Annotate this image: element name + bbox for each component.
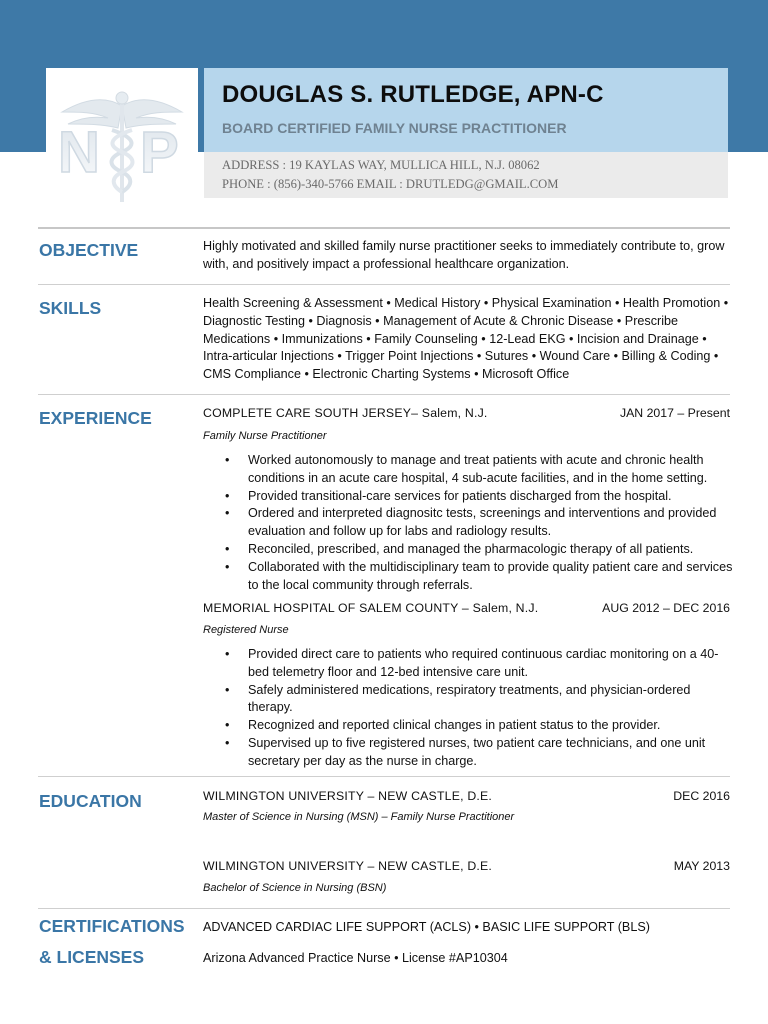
school-name: WILMINGTON UNIVERSITY – NEW CASTLE, D.E. — [203, 859, 493, 873]
divider — [38, 776, 730, 777]
job-title: Registered Nurse — [203, 624, 289, 636]
candidate-title: BOARD CERTIFIED FAMILY NURSE PRACTITIONER — [222, 120, 567, 136]
certifications-heading: CERTIFICATIONS — [39, 916, 185, 936]
phone-email-line: PHONE : (856)-340-5766 EMAIL : DRUTLEDG@GMAIL.COM — [222, 177, 559, 191]
school-name: WILMINGTON UNIVERSITY – NEW CASTLE, D.E. — [203, 789, 493, 803]
caduceus-icon — [46, 68, 198, 210]
divider — [38, 394, 730, 395]
list-item: • Collaborated with the multidisciplinary team to provide quality patient care and services to the local community through referrals. — [225, 559, 733, 595]
degree: Master of Science in Nursing (MSN) – Family Nurse Practitioner — [203, 811, 515, 823]
license-item: Arizona Advanced Practice Nurse • License #AP10304 — [203, 951, 508, 965]
list-item: • Reconciled, prescribed, and managed the pharmacologic therapy of all patients. — [225, 541, 733, 559]
list-item: • Ordered and interpreted diagnositc tests, screenings and interventions and provided evaluation and follow up for labs and radiology results. — [225, 505, 733, 541]
candidate-name: DOUGLAS S. RUTLEDGE, APN-C — [222, 81, 604, 108]
divider — [38, 227, 730, 229]
list-item: • Worked autonomously to manage and treat patients with acute and chronic health conditions in an acute care hospital, 4 sub-acute facilities, and in the home setting. — [225, 452, 733, 488]
objective-heading: OBJECTIVE — [39, 240, 139, 260]
degree: Bachelor of Science in Nursing (BSN) — [203, 882, 387, 894]
np-logo — [46, 68, 198, 210]
list-item: • Recognized and reported clinical changes in patient status to the provider. — [225, 717, 733, 735]
education-heading: EDUCATION — [39, 791, 142, 811]
contact-box — [204, 152, 728, 198]
employer-name: COMPLETE CARE SOUTH JERSEY– Salem, N.J. — [203, 406, 488, 420]
graduation-date: MAY 2013 — [673, 859, 730, 873]
experience-heading: EXPERIENCE — [39, 408, 152, 428]
logo-letter-p: P — [140, 120, 179, 185]
list-item: • Provided transitional-care services for patients discharged from the hospital. — [225, 488, 733, 506]
employment-dates: AUG 2012 – DEC 2016 — [602, 601, 730, 615]
list-item: • Supervised up to five registered nurses, two patient care technicians, and one unit secretary per day as the nurse in charge. — [225, 735, 733, 771]
employer-name: MEMORIAL HOSPITAL OF SALEM COUNTY – Salem, N.J. — [203, 601, 539, 615]
logo-letter-n: N — [58, 120, 100, 185]
divider — [38, 284, 730, 285]
licenses-heading: & LICENSES — [39, 947, 145, 967]
list-item: • Provided direct care to patients who required continuous cardiac monitoring on a 40-bed telemetry floor and 12-bed intensive care unit. — [225, 646, 733, 682]
job-duties-list — [225, 646, 733, 771]
graduation-date: DEC 2016 — [673, 789, 730, 803]
skills-text: Health Screening & Assessment • Medical History • Physical Examination • Health Promotion • Diagnostic Testing • Diagnosis • Management of Acute & Chronic Disease • Prescribe Medications • Immunizations • Family Counseling • 12-Lead EKG • Incision and Drainage • Intra-articular Injections • Trigger Point Injections • Sutures • Wound Care • Billing & Coding • CMS Compliance • Electronic Charting Systems • Microsoft Office — [203, 296, 729, 382]
employment-dates: JAN 2017 – Present — [619, 406, 730, 420]
address-line: ADDRESS : 19 KAYLAS WAY, MULLICA HILL, N.J. 08062 — [222, 158, 540, 172]
certification-item: ADVANCED CARDIAC LIFE SUPPORT (ACLS) • BASIC LIFE SUPPORT (BLS) — [203, 920, 650, 934]
job-duties-list — [225, 452, 733, 594]
divider — [38, 908, 730, 909]
job-title: Family Nurse Practitioner — [203, 430, 327, 442]
title-box — [204, 68, 728, 152]
skills-heading: SKILLS — [39, 298, 102, 318]
objective-text: Highly motivated and skilled family nurse practitioner seeks to immediately contribute to, grow with, and positively impact a professional healthcare organization. — [203, 239, 725, 271]
list-item: • Safely administered medications, respiratory treatments, and physician-ordered therapy. — [225, 682, 733, 718]
